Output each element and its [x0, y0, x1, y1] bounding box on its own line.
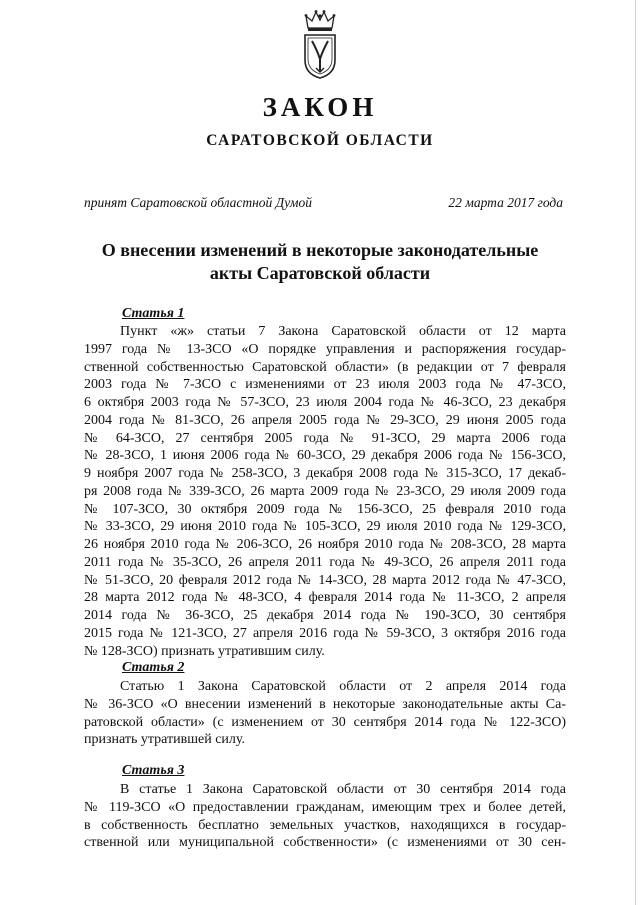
text-line: в собственность бесплатно земельных участков, находящихся в государ- — [84, 817, 566, 833]
text-line: Статью 1 Закона Саратовской области от 2 апреля 2014 года — [120, 679, 566, 694]
text-line: 2015 года № 121-ЗСО, 27 апреля 2016 года № 59-ЗСО, 3 октября 2016 года — [84, 625, 566, 641]
text-line: ственной или муниципальной собственности» (с изменениями от 30 сен- — [84, 835, 566, 851]
text-line: № 128-ЗСО) признать утратившим силу. — [84, 643, 325, 659]
document-heading-line: акты Саратовской области — [209, 263, 431, 283]
text-line: ратовской области» (с изменением от 30 сентября 2014 года № 122-ЗСО) — [84, 714, 566, 730]
text-line: № 107-ЗСО, 30 октября 2009 года № 156-ЗСО, 25 февраля 2010 года — [84, 501, 566, 517]
coat-of-arms-icon — [295, 8, 345, 80]
article-1-title: Статья 1 — [122, 306, 185, 321]
article-1-text — [84, 323, 566, 660]
text-line: № 51-ЗСО, 20 февраля 2012 года № 14-ЗСО, 28 марта 2012 года № 47-ЗСО, — [84, 572, 566, 588]
text-line: № 119-ЗСО «О предоставлении гражданам, имеющим трех и более детей, — [84, 799, 566, 815]
text-line: 28 марта 2012 года № 48-ЗСО, 4 февраля 2014 года № 11-ЗСО, 2 апреля — [84, 590, 566, 606]
text-line: В статье 1 Закона Саратовской области от 30 сентября 2014 года — [120, 782, 566, 797]
text-line: признать утратившей силу. — [84, 732, 245, 748]
text-line: 2011 года № 35-ЗСО, 26 апреля 2011 года № 49-ЗСО, 26 апреля 2011 года — [84, 554, 566, 570]
text-line: № 33-ЗСО, 29 июня 2010 года № 105-ЗСО, 29 июля 2010 года № 129-ЗСО, — [84, 519, 566, 535]
article-3-title: Статья 3 — [122, 763, 185, 778]
article-3-text — [84, 781, 566, 852]
text-line: Пункт «ж» статьи 7 Закона Саратовской области от 12 марта — [120, 324, 566, 339]
text-line: 1997 года № 13-ЗСО «О порядке управления и распоряжения государ- — [84, 341, 566, 357]
law-title: ЗАКОН — [262, 92, 378, 122]
text-line: 2014 года № 36-ЗСО, 25 декабря 2014 года № 190-ЗСО, 30 сентября — [84, 608, 566, 623]
law-region: САРАТОВСКОЙ ОБЛАСТИ — [206, 132, 434, 149]
text-line: № 36-ЗСО «О внесении изменений в некоторые законодательные акты Са- — [84, 696, 566, 712]
text-line: 6 октября 2003 года № 57-ЗСО, 23 июля 2004 года № 46-ЗСО, 23 декабря — [84, 395, 566, 410]
text-line: ря 2008 года № 339-ЗСО, 26 марта 2009 года № 23-ЗСО, 29 июля 2009 года — [84, 483, 566, 499]
text-line: № 28-ЗСО, 1 июня 2006 года № 60-ЗСО, 29 декабря 2006 года № 156-ЗСО, — [84, 448, 566, 464]
text-line: 26 ноября 2010 года № 206-ЗСО, 26 ноября 2010 года № 208-ЗСО, 28 марта — [84, 537, 566, 552]
text-line: ственной собственностью Саратовской области» (в редакции от 7 февраля — [84, 359, 566, 375]
text-line: 9 ноября 2007 года № 258-ЗСО, 3 декабря 2008 года № 315-ЗСО, 17 декаб- — [84, 466, 566, 481]
document-heading-line: О внесении изменений в некоторые законодательные — [101, 240, 539, 260]
article-2-text — [84, 678, 566, 749]
adopted-date: 22 марта 2017 года — [448, 195, 563, 210]
text-line: № 64-ЗСО, 27 сентября 2005 года № 91-ЗСО, 29 марта 2006 года — [84, 430, 566, 446]
adopted-by: принят Саратовской областной Думой — [84, 195, 313, 210]
text-line: 2004 года № 81-ЗСО, 26 апреля 2005 года № 29-ЗСО, 29 июня 2005 года — [84, 412, 566, 428]
article-2-title: Статья 2 — [122, 660, 185, 675]
document-heading — [60, 239, 580, 285]
text-line: 2003 года № 7-ЗСО с изменениями от 23 июля 2003 года № 47-ЗСО, — [84, 377, 566, 393]
